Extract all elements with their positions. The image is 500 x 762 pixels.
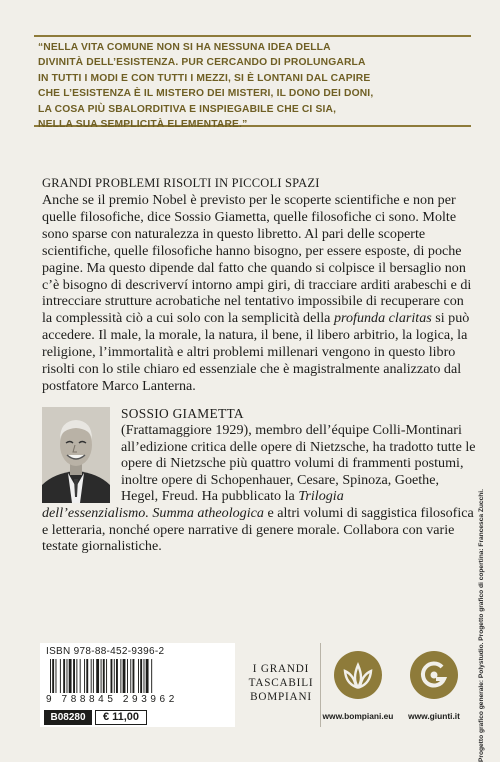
publisher-url: www.bompiani.eu — [322, 711, 394, 721]
publisher-giunti — [398, 643, 470, 727]
quote-line: IN TUTTI I MODI E CON TUTTI I MEZZI, SI È LONTANI DAL CAPIRE — [38, 72, 371, 84]
blurb-part: Anche se il premio Nobel è previsto per le scoperte scientifiche e non per quelle filosofiche, dice Sossio Giametta, quelle filosofiche ci sono. Molte sono sparse con naturalezza in questo libretto. Al pari delle scoperte scientifiche, quelle filosofiche hanno bisogno, per essere esposte, di poche pagine. Ma questo dipende dal fatto che quando si colpisce il bersaglio non c’è bisogno di descriverví intorno ampi giri, di tracciare arditi arabeschi e di intrecciare strutture acrobatiche nel tentativo impossibile di recuperare con la complessità ciò a cui solo con la semplicità della — [42, 192, 472, 327]
bompiani-logo-icon — [322, 643, 394, 705]
quote-line: LA COSA PIÙ SBALORDITIVA E INSPIEGABILE CHE CI SIA, — [38, 103, 337, 115]
quote-box — [34, 35, 471, 131]
quote-line: NELLA SUA SEMPLICITÀ ELEMENTARE.” — [38, 119, 248, 131]
author-photo — [42, 407, 110, 503]
barcode — [46, 659, 228, 695]
quote-line: “NELLA VITA COMUNE NON SI HA NESSUNA IDEA DELLA — [38, 42, 331, 53]
blurb-italic: profunda claritas — [333, 310, 432, 327]
barcode-digits: 9 788845 293962 — [46, 694, 178, 705]
giunti-logo-icon — [398, 643, 470, 705]
author-bio-italic: dell’essenzialismo. Summa atheologica — [42, 505, 264, 521]
series-imprint — [245, 643, 321, 727]
author-bio — [121, 422, 477, 505]
series-line: BOMPIANI — [250, 691, 312, 703]
author-bio-part: e altri volumi di saggistica filosofica e letteraria, nonché opere narrative di genere morale. Collabora con varie testate giornalistiche. — [42, 505, 474, 555]
price-badge: € 11,00 — [95, 710, 147, 725]
blurb-title: GRANDI PROBLEMI RISOLTI IN PICCOLI SPAZI — [42, 176, 320, 190]
quote-line: DIVINITÀ DELL’ESISTENZA. PUR CERCANDO DI PROLUNGARLA — [38, 57, 366, 69]
product-code-badge: B08280 — [44, 710, 92, 725]
cover-quote — [38, 40, 469, 132]
blurb-part: si può accedere. Il male, la morale, la natura, il bene, il libero arbitrio, la logica, la religione, l’immortalità e altri problemi millenari vengono in questo libro risolti con lo stile chiaro ed essenziale che è magistralmente analizzato dal postfatore Marco Lanterna. — [42, 310, 470, 394]
author-bio-part: (Frattamaggiore 1929), membro dell’équipe Colli-Montinari all’edizione critica delle opere di Nietzsche, ha tradotto tutte le opere di Nietzsche più quattro volumi di frammenti postumi, inoltre opere di Schopenhauer, Cesare, Spinoza, Goethe, Hegel, Freud. Ha pubblicato la — [121, 422, 476, 505]
author-bio-continued — [42, 505, 478, 555]
barcode-area — [40, 643, 235, 727]
design-credits: Progetto grafico generale: Polystudio. Progetto grafico di copertina: Francesca Zucchi. — [478, 489, 485, 762]
blurb-text — [42, 192, 472, 395]
series-line: TASCABILI — [248, 677, 314, 689]
author-bio-italic: Trilogia — [298, 488, 344, 505]
quote-line: CHE L’ESISTENZA È IL MISTERO DEI MISTERI, IL DONO DEI DONI, — [38, 88, 374, 100]
publisher-url: www.giunti.it — [408, 711, 460, 721]
isbn-label: ISBN 978-88-452-9396-2 — [46, 646, 165, 657]
author-name: SOSSIO GIAMETTA — [121, 406, 244, 421]
publisher-bompiani — [322, 643, 394, 727]
series-line: I GRANDI — [252, 663, 310, 675]
